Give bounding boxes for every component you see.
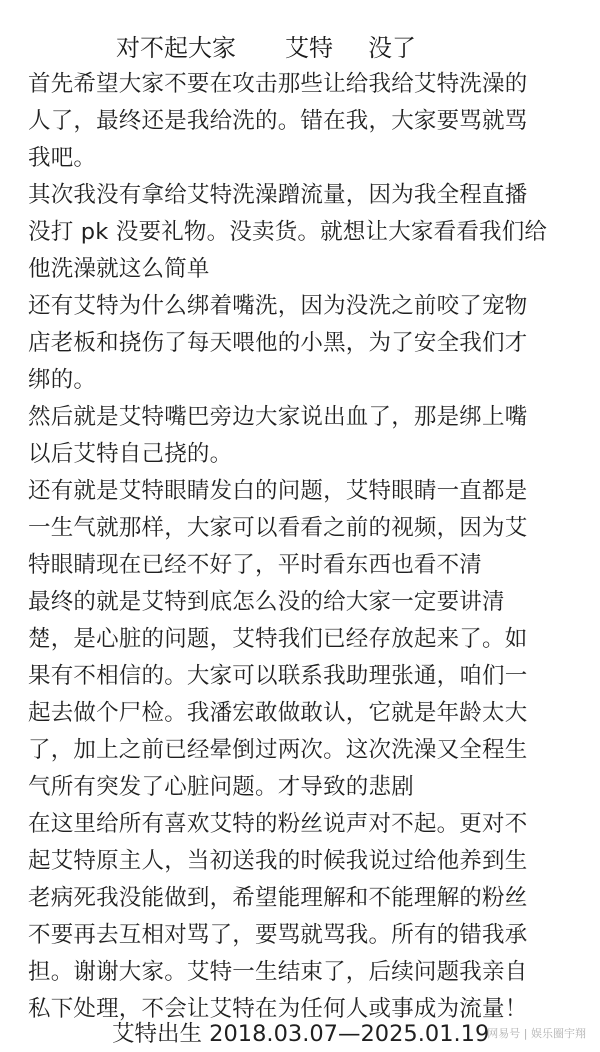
statement-line: 我吧。 [28,145,97,171]
statement-line: 人了，最终还是我给洗的。错在我，大家要骂就骂 [28,108,528,134]
statement-line: 果有不相信的。大家可以联系我助理张通，咱们一 [28,663,528,689]
statement-line: 以后艾特自己挠的。 [28,441,233,467]
watermark: 网易号 | 娱乐圈宇翔 [487,1027,586,1040]
statement-line: 绑的。 [28,367,97,393]
statement-line: 老病死我没能做到，希望能理解和不能理解的粉丝 [28,885,528,911]
statement-line: 了，加上之前已经晕倒过两次。这次洗澡又全程生 [28,737,528,763]
statement-line: 特眼睛现在已经不好了，平时看东西也看不清 [28,552,483,578]
page-title [0,30,600,66]
statement-line: 在这里给所有喜欢艾特的粉丝说声对不起。更对不 [28,811,528,837]
statement-line: 起去做个尸检。我潘宏敢做敢认，它就是年龄太大 [28,700,528,726]
statement-line: 气所有突发了心脏问题。才导致的悲剧 [28,774,414,800]
statement-line: 其次我没有拿给艾特洗澡蹭流量，因为我全程直播 [28,182,528,208]
statement-line: 还有就是艾特眼睛发白的问题，艾特眼睛一直都是 [28,478,528,504]
statement-line: 担。谢谢大家。艾特一生结束了，后续问题我亲自 [28,959,528,985]
statement-line: 没打 pk 没要礼物。没卖货。就想让大家看看我们给 [28,219,548,245]
statement-line: 最终的就是艾特到底怎么没的给大家一定要讲清 [28,589,505,615]
statement-line: 他洗澡就这么简单 [28,256,210,282]
statement-line: 不要再去互相对骂了，要骂就骂我。所有的错我承 [28,922,528,948]
title-part-sorry: 对不起大家 [116,34,236,62]
statement-line: 首先希望大家不要在攻击那些让给我给艾特洗澡的 [28,71,528,97]
statement-line: 然后就是艾特嘴巴旁边大家说出血了，那是绑上嘴 [28,404,528,430]
statement-line: 楚，是心脏的问题，艾特我们已经存放起来了。如 [28,626,528,652]
statement-line: 店老板和挠伤了每天喂他的小黑，为了安全我们才 [28,330,528,356]
dates-text: 艾特出生 2018.03.07—2025.01.19 [112,1021,490,1047]
statement-body [28,66,584,1028]
statement-line: 还有艾特为什么绑着嘴洗，因为没洗之前咬了宠物 [28,293,528,319]
statement-line: 起艾特原主人，当初送我的时候我说过给他养到生 [28,848,528,874]
title-part-gone: 没了 [368,34,416,62]
title-part-name: 艾特 [285,34,333,62]
statement-line: 私下处理，不会让艾特在为任何人或事成为流量！ [28,996,528,1022]
statement-line: 一生气就那样，大家可以看看之前的视频，因为艾 [28,515,528,541]
